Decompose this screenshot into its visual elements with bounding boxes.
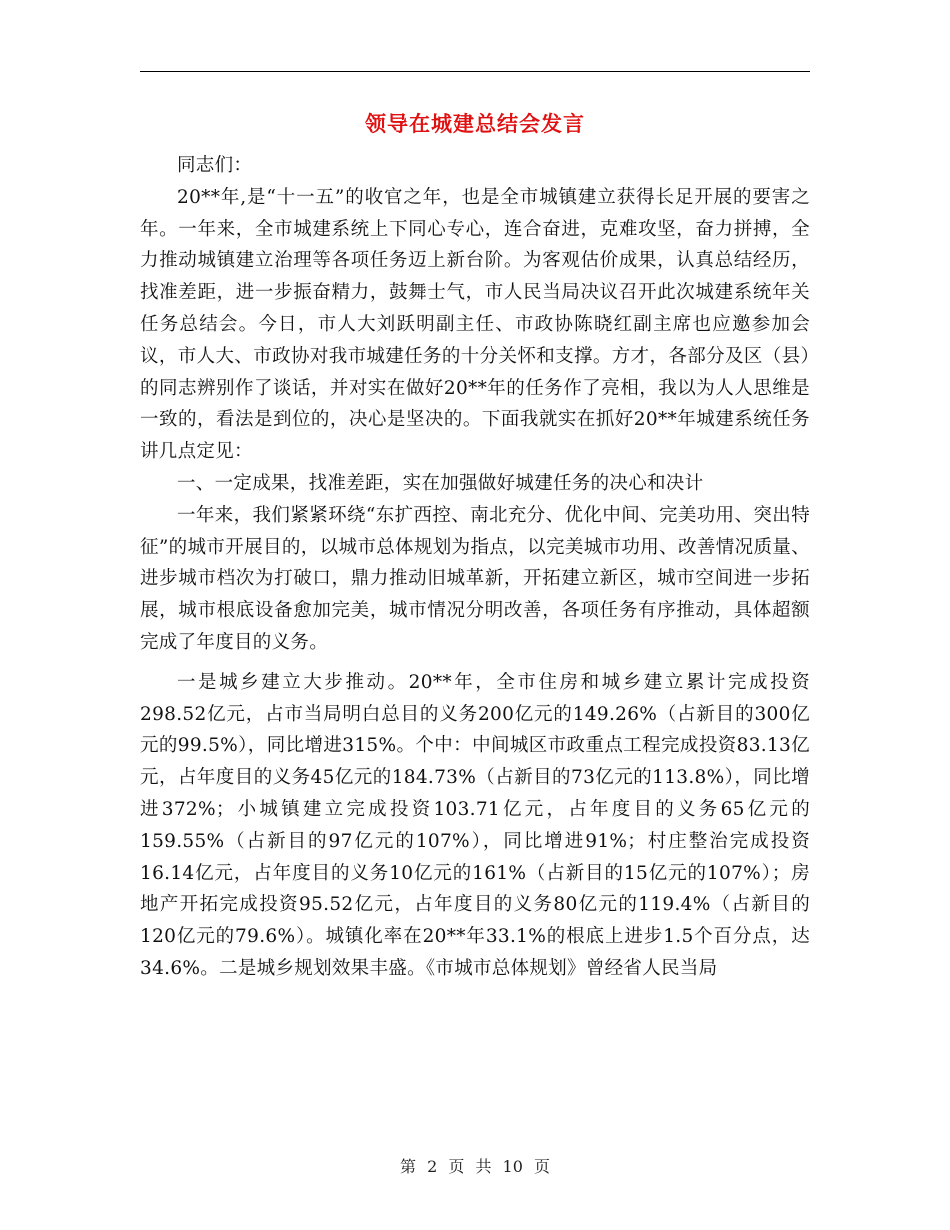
summary-paragraph: 一年来，我们紧紧环绕“东扩西控、南北充分、优化中间、完美功用、突出特征”的城市开展目的，以城市总体规划为指点，以完美城市功用、改善情况质量、进步城市档次为打破口，鼎力推动旧城革新，开拓建立新区，城市空间进一步拓展，城市根底设备愈加完美，城市情况分明改善，各项任务有序推动，具体超额完成了年度目的义务。: [140, 504, 810, 653]
document-title: 领导在城建总结会发言: [365, 111, 585, 136]
achievements-paragraph: 一是城乡建立大步推动。20**年，全市住房和城乡建立累计完成投资298.52亿元，占市当局明白总目的义务200亿元的149.26%（占新目的300亿元的99.5%），同比增进315%。个中：中间城区市政重点工程完成投资83.13亿元，占年度目的义务45亿元的184.73%（占新目的73亿元的113.8%），同比增进372%；小城镇建立完成投资103.71亿元，占年度目的义务65亿元的159.55%（占新目的97亿元的107%），同比增进91%；村庄整治完成投资16.14亿元，占年度目的义务10亿元的161%（占新目的15亿元的107%）；房地产开拓完成投资95.52亿元，占年度目的义务80亿元的119.4%（占新目的120亿元的79.6%）。城镇化率在20**年33.1%的根底上进步1.5个百分点，达34.6%。二是城乡规划效果丰盛。《市城市总体规划》曾经省人民当局: [140, 671, 811, 979]
header-rule: [140, 71, 810, 72]
page-footer: 第 2 页 共 10 页: [400, 1157, 550, 1176]
intro-paragraph: 20**年,是“十一五”的收官之年，也是全市城镇建立获得长足开展的要害之年。一年来，全市城建系统上下同心专心，连合奋进，克难攻坚，奋力拼搏，全力推动城镇建立治理等各项任务迈上新台阶。为客观估价成果，认真总结经历，找准差距，进一步振奋精力，鼓舞士气，市人民当局决议召开此次城建系统年关任务总结会。今日，市人大刘跃明副主任、市政协陈晓红副主席也应邀参加会议，市人大、市政协对我市城建任务的十分关怀和支撑。方才，各部分及区（县）的同志辨别作了谈话，并对实在做好20**年的任务作了亮相，我以为人人思维是一致的，看法是到位的，决心是坚决的。下面我就实在抓好20**年城建系统任务讲几点定见：: [140, 186, 810, 463]
document-body: [140, 150, 810, 985]
section-heading: 一、一定成果，找准差距，实在加强做好城建任务的决心和决计: [177, 472, 704, 494]
salutation-paragraph: 同志们：: [177, 155, 253, 176]
